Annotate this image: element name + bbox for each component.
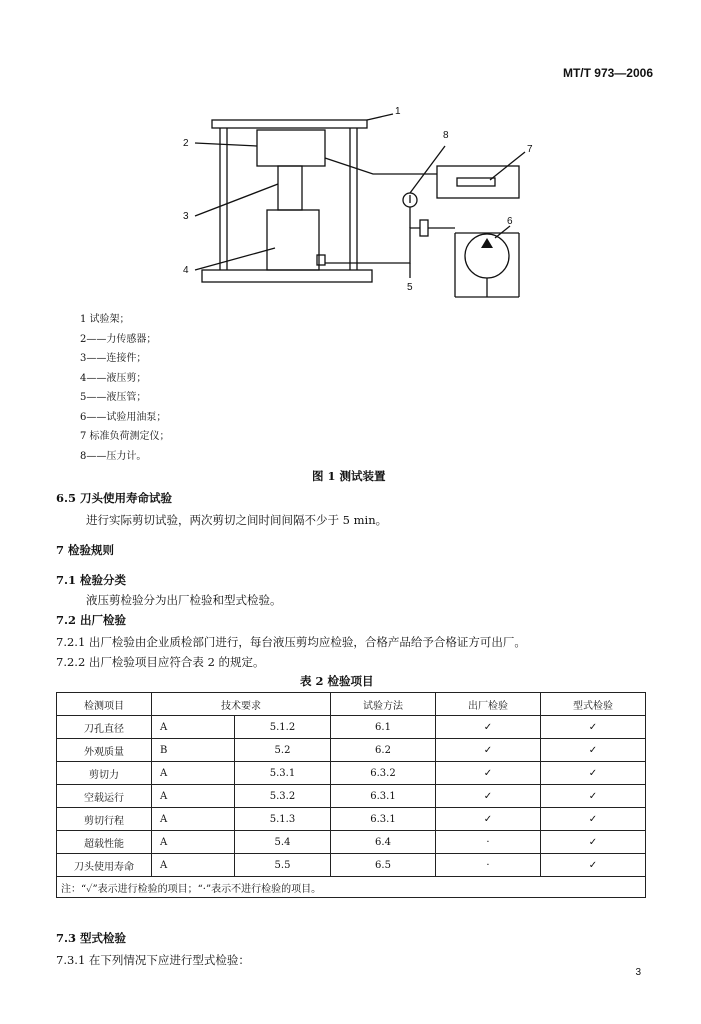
cell-method: 6.5 bbox=[331, 854, 436, 877]
cell-requirement: 5.1.3 bbox=[235, 808, 331, 831]
cell-factory: · bbox=[436, 831, 541, 854]
table-row bbox=[57, 716, 646, 739]
callout-6: 6 bbox=[507, 216, 513, 227]
cell-factory: · bbox=[436, 854, 541, 877]
legend-item: 1 试验架； bbox=[80, 314, 130, 325]
cell-grade: A bbox=[152, 785, 235, 808]
cell-factory: ✓ bbox=[436, 716, 541, 739]
section-7-1-heading: 7.1 检验分类 bbox=[56, 573, 127, 587]
cell-type: ✓ bbox=[541, 762, 646, 785]
legend-item: 7 标准负荷测定仪； bbox=[80, 431, 170, 442]
callout-3: 3 bbox=[183, 211, 189, 222]
page-number: 3 bbox=[635, 967, 641, 978]
cell-factory: ✓ bbox=[436, 739, 541, 762]
connector bbox=[278, 166, 302, 210]
section-6-5-heading: 6.5 刀头使用寿命试验 bbox=[56, 491, 173, 505]
legend-item: 6——试验用油泵； bbox=[80, 411, 167, 423]
table-row bbox=[57, 808, 646, 831]
callout-5: 5 bbox=[407, 282, 413, 293]
cell-factory: ✓ bbox=[436, 762, 541, 785]
table-row bbox=[57, 854, 646, 877]
cell-type: ✓ bbox=[541, 739, 646, 762]
section-6-5-text: 进行实际剪切试验，两次剪切之间时间间隔不少于 5 min。 bbox=[86, 513, 388, 527]
table-row bbox=[57, 739, 646, 762]
legend-item: 4——液压剪； bbox=[80, 372, 147, 384]
section-7-3-heading: 7.3 型式检验 bbox=[56, 931, 127, 945]
cell-grade: A bbox=[152, 854, 235, 877]
callout-7: 7 bbox=[527, 144, 533, 155]
cell-grade: A bbox=[152, 808, 235, 831]
header-method: 试验方法 bbox=[331, 693, 436, 716]
cell-requirement: 5.3.1 bbox=[235, 762, 331, 785]
legend-item: 2——力传感器； bbox=[80, 333, 157, 345]
cell-item: 剪切行程 bbox=[57, 808, 152, 831]
figure-caption: 图 1 测试装置 bbox=[312, 469, 386, 483]
cell-grade: A bbox=[152, 762, 235, 785]
table-2-title: 表 2 检验项目 bbox=[300, 674, 374, 688]
header-item: 检测项目 bbox=[57, 693, 152, 716]
cell-item: 刀头使用寿命 bbox=[57, 854, 152, 877]
section-7-2-1-text: 7.2.1 出厂检验由企业质检部门进行，每台液压剪均应检验，合格产品给予合格证方可出厂。 bbox=[56, 635, 526, 649]
cell-requirement: 5.4 bbox=[235, 831, 331, 854]
table-row bbox=[57, 762, 646, 785]
header-requirement: 技术要求 bbox=[152, 693, 331, 716]
legend-item: 8——压力计。 bbox=[80, 450, 147, 462]
cell-requirement: 5.1.2 bbox=[235, 716, 331, 739]
cell-factory: ✓ bbox=[436, 785, 541, 808]
inspection-items-table bbox=[56, 692, 646, 898]
cell-item: 剪切力 bbox=[57, 762, 152, 785]
legend-item: 3——连接件； bbox=[80, 353, 147, 364]
cell-requirement: 5.3.2 bbox=[235, 785, 331, 808]
section-7-1-text: 液压剪检验分为出厂检验和型式检验。 bbox=[86, 593, 282, 607]
section-7-heading: 7 检验规则 bbox=[56, 543, 115, 557]
cell-item: 空载运行 bbox=[57, 785, 152, 808]
callout-1: 1 bbox=[395, 106, 401, 117]
cell-grade: B bbox=[152, 739, 235, 762]
cell-method: 6.3.1 bbox=[331, 808, 436, 831]
callout-2: 2 bbox=[183, 138, 189, 149]
cell-grade: A bbox=[152, 831, 235, 854]
force-sensor bbox=[257, 130, 325, 166]
section-7-2-2-text: 7.2.2 出厂检验项目应符合表 2 的规定。 bbox=[56, 655, 265, 669]
table-row bbox=[57, 785, 646, 808]
table-note: 注：“✓”表示进行检验的项目；“·”表示不进行检验的项目。 bbox=[57, 877, 646, 898]
cell-type: ✓ bbox=[541, 808, 646, 831]
table-row bbox=[57, 831, 646, 854]
cell-method: 6.3.2 bbox=[331, 762, 436, 785]
hydraulic-shear bbox=[267, 210, 319, 270]
frame-top-beam bbox=[212, 120, 367, 128]
table-header-row bbox=[57, 693, 646, 716]
cell-method: 6.1 bbox=[331, 716, 436, 739]
cell-item: 刀孔直径 bbox=[57, 716, 152, 739]
cell-type: ✓ bbox=[541, 854, 646, 877]
cell-method: 6.4 bbox=[331, 831, 436, 854]
header-type: 型式检验 bbox=[541, 693, 646, 716]
legend-item: 5——液压管； bbox=[80, 392, 147, 403]
standard-number: MT/T 973—2006 bbox=[562, 66, 653, 80]
cell-requirement: 5.2 bbox=[235, 739, 331, 762]
section-7-3-1-text: 7.3.1 在下列情况下应进行型式检验： bbox=[56, 953, 250, 967]
cell-method: 6.2 bbox=[331, 739, 436, 762]
frame-base bbox=[202, 270, 372, 282]
test-apparatus-figure bbox=[165, 98, 550, 303]
cell-requirement: 5.5 bbox=[235, 854, 331, 877]
cell-factory: ✓ bbox=[436, 808, 541, 831]
cell-item: 外观质量 bbox=[57, 739, 152, 762]
cell-grade: A bbox=[152, 716, 235, 739]
figure-legend bbox=[80, 310, 170, 466]
cell-method: 6.3.1 bbox=[331, 785, 436, 808]
cell-type: ✓ bbox=[541, 785, 646, 808]
cell-type: ✓ bbox=[541, 716, 646, 739]
callout-4: 4 bbox=[183, 265, 189, 276]
table-note-row bbox=[57, 877, 646, 898]
header-factory: 出厂检验 bbox=[436, 693, 541, 716]
section-7-2-heading: 7.2 出厂检验 bbox=[56, 613, 127, 627]
callout-8: 8 bbox=[443, 130, 449, 141]
cell-item: 超载性能 bbox=[57, 831, 152, 854]
cell-type: ✓ bbox=[541, 831, 646, 854]
load-meter bbox=[437, 166, 519, 198]
